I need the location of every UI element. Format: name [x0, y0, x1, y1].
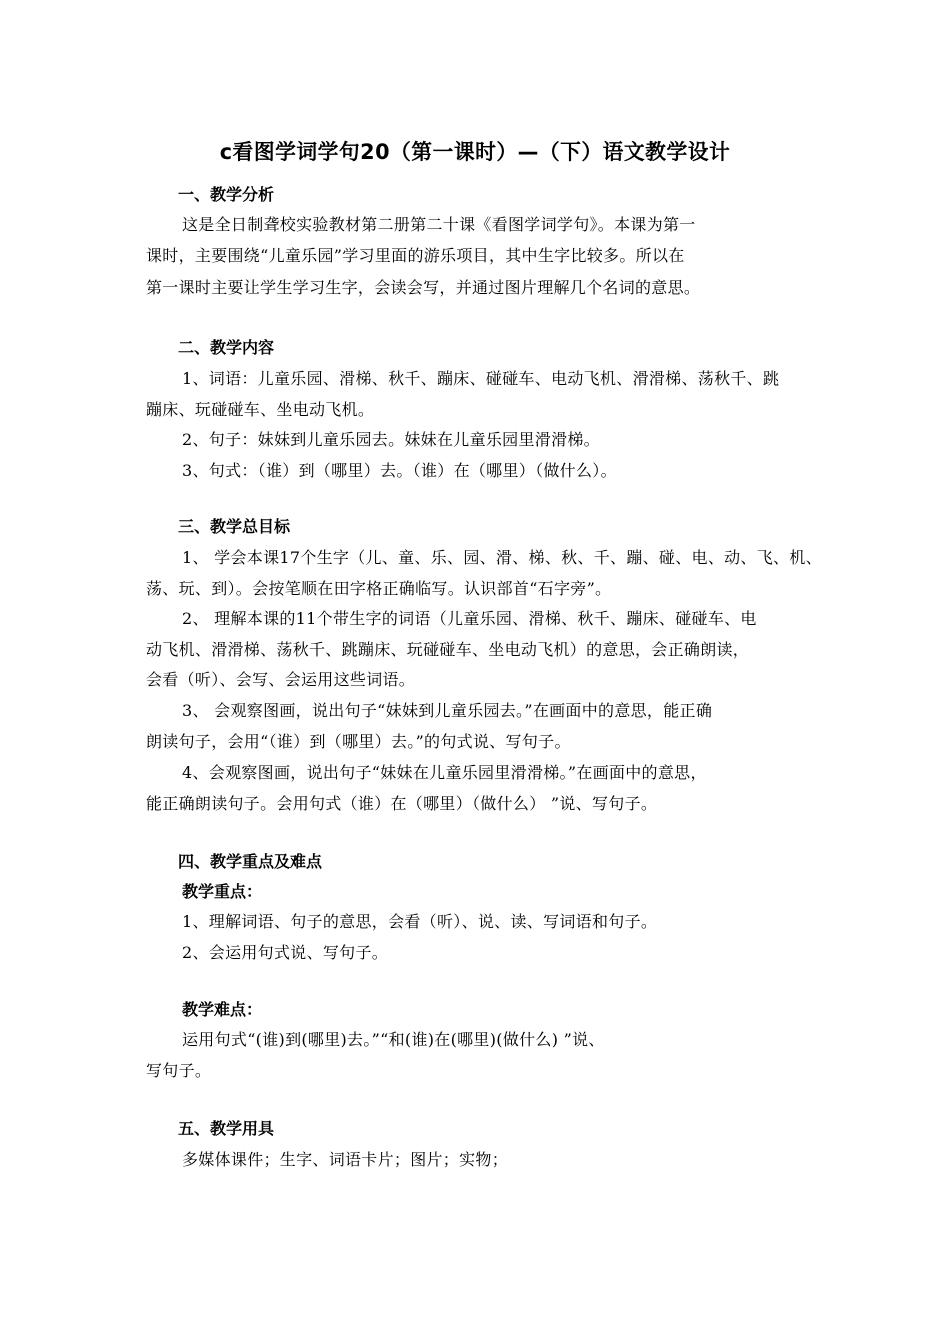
difficult-point-line: 写句子。	[146, 1061, 212, 1080]
content-line: 2、句子：妹妹到儿童乐园去。妹妹在儿童乐园里滑滑梯。	[182, 430, 600, 449]
content-line: 蹦床、玩碰碰车、坐电动飞机。	[146, 400, 375, 419]
section-heading-key-difficult: 四、教学重点及难点	[178, 852, 323, 871]
analysis-line: 这是全日制聋校实验教材第二册第二十课《看图学词学句》。本课为第一	[182, 215, 696, 234]
section-heading-analysis: 一、教学分析	[178, 185, 275, 204]
section-heading-tools: 五、教学用具	[178, 1119, 275, 1138]
goal-line: 会看（听）、会写、会运用这些词语。	[146, 670, 416, 689]
document-title: c看图学词学句20（第一课时）—（下）语文教学设计	[219, 140, 731, 164]
subheading-key-points: 教学重点：	[182, 882, 263, 901]
goal-line: 动飞机、滑滑梯、荡秋千、跳蹦床、玩碰碰车、坐电动飞机）的意思，会正确朗读，	[146, 640, 750, 659]
goal-line: 能正确朗读句子。会用句式（谁）在（哪里）（做什么） ”说、写句子。	[146, 794, 658, 813]
content-line: 3、句式：（谁）到（哪里）去。（谁）在（哪里）（做什么）。	[182, 461, 617, 480]
section-heading-content: 二、教学内容	[178, 338, 275, 357]
goal-line: 4、会观察图画，说出句子“妹妹在儿童乐园里滑滑梯。”在画面中的意思，	[182, 763, 707, 782]
analysis-line: 第一课时主要让学生学习生字，会读会写，并通过图片理解几个名词的意思。	[146, 278, 701, 297]
key-point-line: 2、会运用句式说、写句子。	[182, 943, 389, 962]
tools-line: 多媒体课件；生字、词语卡片；图片；实物；	[182, 1150, 509, 1169]
goal-line: 2、 理解本课的11个带生字的词语（儿童乐园、滑梯、秋千、蹦床、碰碰车、电	[182, 609, 757, 628]
content-line: 1、词语：儿童乐园、滑梯、秋千、蹦床、碰碰车、电动飞机、滑滑梯、荡秋千、跳	[182, 369, 780, 388]
section-heading-goals: 三、教学总目标	[178, 517, 291, 536]
goal-line: 1、 学会本课17个生字（儿、童、乐、园、滑、梯、秋、千、蹦、碰、电、动、飞、机、	[182, 548, 822, 567]
analysis-line: 课时，主要围绕“儿童乐园”学习里面的游乐项目，其中生字比较多。所以在	[146, 246, 685, 265]
key-point-line: 1、理解词语、句子的意思，会看（听）、说、读、写词语和句子。	[182, 912, 658, 931]
subheading-difficult-points: 教学难点：	[182, 1000, 263, 1019]
goal-line: 朗读句子，会用“（谁）到（哪里）去。”的句式说、写句子。	[146, 732, 571, 751]
goal-line: 3、 会观察图画，说出句子“妹妹到儿童乐园去。”在画面中的意思，能正确	[182, 701, 713, 720]
difficult-point-line: 运用句式“(谁)到(哪里)去。”“和(谁)在(哪里)(做什么) ”说、	[182, 1030, 605, 1049]
goal-line: 荡、玩、到）。会按笔顺在田字格正确临写。认识部首“石字旁”。	[146, 579, 612, 598]
